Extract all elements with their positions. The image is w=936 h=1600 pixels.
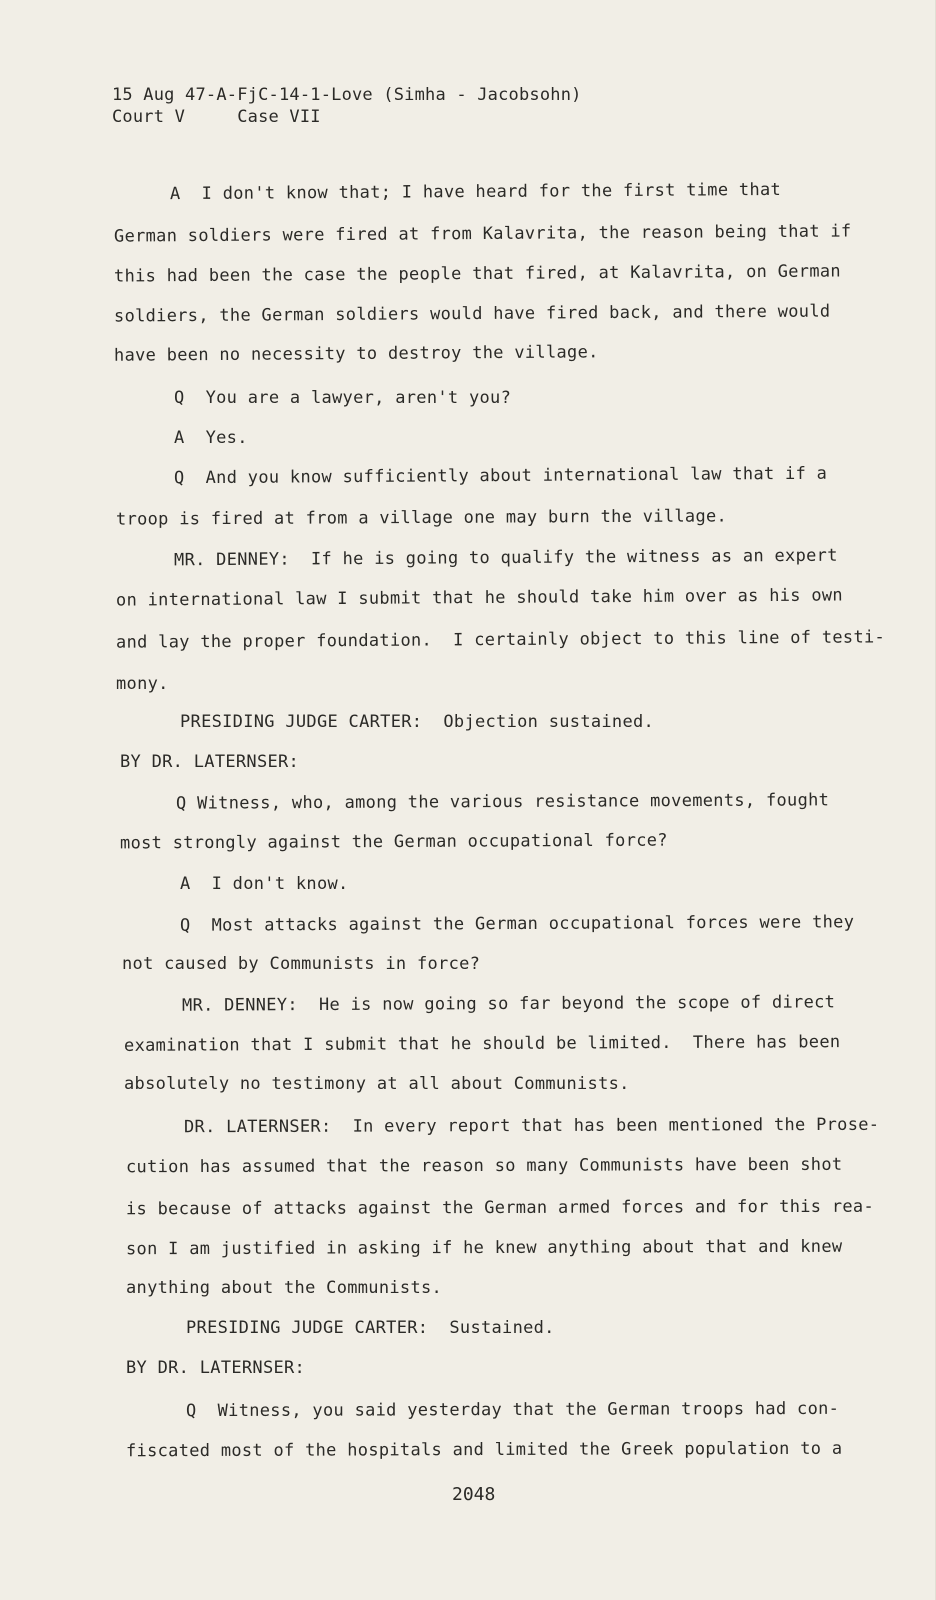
transcript-line: most strongly against the German occupational force? (119, 830, 668, 854)
transcript-line: A I don't know that; I have heard for the first time that (169, 179, 782, 205)
transcript-line: A I don't know. (180, 874, 349, 894)
transcript-line: Q Witness, who, among the various resistance movements, fought (175, 790, 830, 814)
transcript-line: on international law I submit that he should take him over as his own (115, 585, 843, 611)
transcript-line: this had been the case the people that fired, at Kalavrita, on German (113, 261, 841, 287)
transcript-line: MR. DENNEY: He is now going so far beyond the scope of direct (181, 992, 836, 1016)
page-number: 2048 (452, 1484, 496, 1505)
transcript-line: MR. DENNEY: If he is going to qualify the witness as an expert (173, 545, 838, 571)
transcript-line: soldiers, the German soldiers would have fired back, and there would (113, 301, 831, 327)
header-court-case: Court V Case VII (112, 107, 321, 127)
transcript-line: cution has assumed that the reason so many Communists have been shot (125, 1154, 843, 1178)
transcript-line: son I am justified in asking if he knew anything about that and knew (125, 1236, 843, 1260)
transcript-line: absolutely no testimony at all about Communists. (124, 1074, 630, 1094)
transcript-line: German soldiers were fired at from Kalavrita, the reason being that if (113, 221, 852, 247)
transcript-line: anything about the Communists. (126, 1278, 443, 1298)
transcript-line: examination that I submit that he should be limited. There has been (123, 1032, 841, 1056)
transcript-line: and lay the proper foundation. I certainly object to this line of testi- (115, 627, 886, 653)
transcript-line: BY DR. LATERNSER: (120, 752, 300, 772)
transcript-line: have been no necessity to destroy the village. (113, 342, 599, 366)
transcript-line: BY DR. LATERNSER: (126, 1358, 306, 1378)
transcript-line: not caused by Communists in force? (122, 954, 481, 974)
header-docket: 15 Aug 47-A-FjC-14-1-Love (Simha - Jacobsohn) (112, 85, 582, 105)
transcript-line: Q Witness, you said yesterday that the German troops had con- (185, 1398, 840, 1422)
transcript-line: mony. (116, 674, 169, 694)
transcript-line: troop is fired at from a village one may burn the village. (115, 506, 728, 530)
transcript-line: Q You are a lawyer, aren't you? (174, 388, 512, 408)
transcript-line: PRESIDING JUDGE CARTER: Sustained. (186, 1318, 555, 1338)
transcript-line: Q Most attacks against the German occupational forces were they (179, 912, 855, 936)
transcript-line: DR. LATERNSER: In every report that has been mentioned the Prose- (183, 1114, 880, 1138)
transcript-line: fiscated most of the hospitals and limited the Greek population to a (125, 1438, 843, 1462)
page-header (112, 84, 582, 128)
transcript-line: A Yes. (174, 428, 248, 448)
transcript-line: PRESIDING JUDGE CARTER: Objection sustained. (180, 712, 655, 732)
transcript-line: Q And you know sufficiently about international law that if a (173, 463, 828, 489)
transcript-line: is because of attacks against the German armed forces and for this rea- (125, 1196, 875, 1220)
